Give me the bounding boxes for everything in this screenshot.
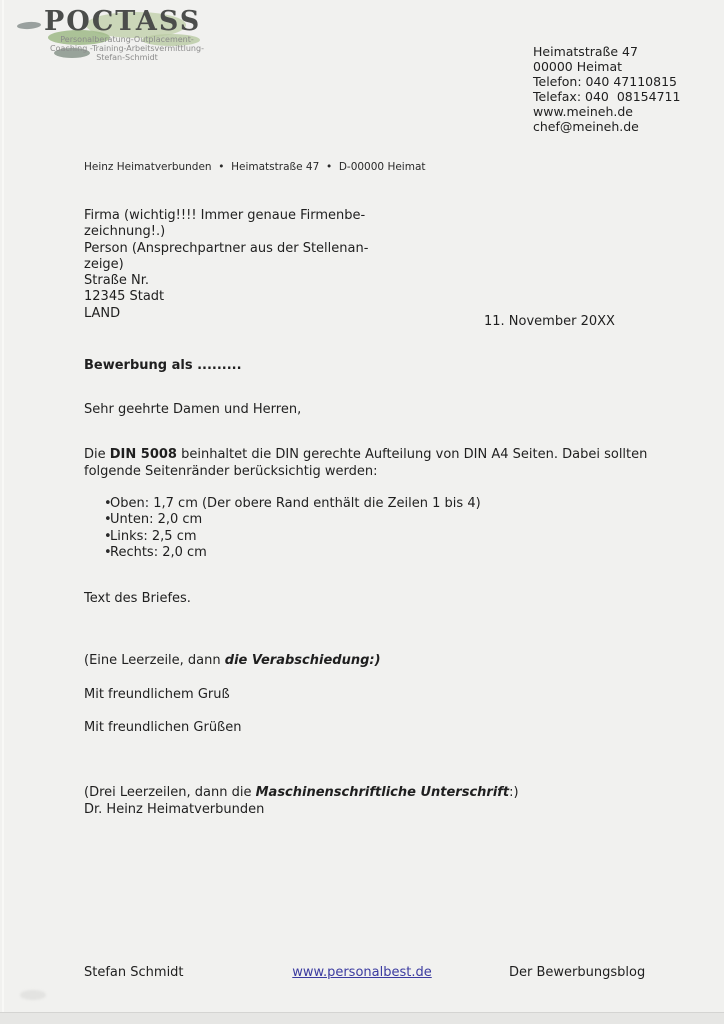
signature-hint	[84, 785, 519, 802]
list-item	[84, 496, 481, 512]
signature-hint-post: :)	[509, 785, 519, 800]
signature-hint-pre: (Drei Leerzeilen, dann die	[84, 785, 256, 800]
footer-website-link[interactable]: www.personalbest.de	[292, 965, 432, 980]
page-left-edge	[2, 0, 4, 1024]
bullet-text: Links: 2,5 cm	[110, 528, 197, 544]
sender-phone: Telefon: 040 47110815	[533, 73, 677, 89]
closing-phrase-2: Mit freundlichen Grüßen	[84, 720, 242, 735]
closing-hint	[84, 653, 381, 668]
footer-author: Stefan Schmidt	[84, 965, 184, 980]
salutation: Sehr geehrte Damen und Herren,	[84, 402, 302, 417]
recipient-line: Person (Ansprechpartner aus der Stellenan-	[84, 240, 369, 256]
closing-phrase-1: Mit freundlichem Gruß	[84, 687, 230, 702]
recipient-line: zeichnung!.)	[84, 224, 166, 240]
bullet-text: Oben: 1,7 cm (Der obere Rand enthält die Zeilen 1 bis 4)	[110, 496, 481, 511]
bullet-icon: •	[104, 512, 112, 528]
sender-contact-block	[533, 45, 680, 134]
page-bottom-edge	[0, 1012, 724, 1024]
list-item	[84, 545, 481, 561]
letter-date: 11. November 20XX	[484, 314, 615, 329]
recipient-block	[84, 208, 368, 322]
bullet-icon: •	[104, 528, 112, 544]
sender-fax: Telefax: 040 08154711	[533, 88, 681, 104]
sender-city: 00000 Heimat	[533, 58, 623, 74]
sender-website: www.meineh.de	[533, 103, 633, 119]
recipient-line: LAND	[84, 305, 121, 321]
logo-subtitle-line: Coaching -Training-Arbeitsvermittlung-	[50, 44, 204, 53]
bullet-text: Rechts: 2,0 cm	[110, 545, 207, 561]
bullet-icon: •	[104, 496, 112, 511]
scan-smudge	[20, 990, 46, 1000]
signature-block	[84, 785, 519, 818]
bullet-icon: •	[104, 545, 112, 561]
sender-email: chef@meineh.de	[533, 118, 639, 134]
intro-bold-din: DIN 5008	[109, 447, 177, 462]
signature-name: Dr. Heinz Heimatverbunden	[84, 801, 265, 817]
list-item	[84, 529, 481, 545]
bullet-text: Unten: 2,0 cm	[110, 512, 203, 528]
footer-blog-name: Der Bewerbungsblog	[509, 965, 646, 980]
list-item	[84, 512, 481, 528]
signature-hint-emphasis: Maschinenschriftliche Unterschrift	[255, 785, 510, 800]
closing-hint-emphasis: die Verabschiedung:)	[224, 653, 381, 668]
closing-hint-pre: (Eine Leerzeile, dann	[84, 653, 225, 668]
logo-subtitle-line: Stefan-Schmidt	[96, 53, 158, 62]
subject-line: Bewerbung als .........	[84, 358, 242, 373]
intro-post: beinhaltet die DIN gerechte Aufteilung von DIN A4 Seiten. Dabei sollten folgende Seitenränder berücksichtig werden:	[84, 447, 648, 479]
return-address-line: Heinz Heimatverbunden • Heimatstraße 47 • D-00000 Heimat	[84, 161, 426, 173]
recipient-line: Straße Nr.	[84, 273, 149, 289]
logo-title: POCTASS	[44, 6, 202, 37]
intro-pre: Die	[84, 447, 110, 462]
intro-paragraph	[84, 447, 698, 480]
recipient-line: 12345 Stadt	[84, 289, 165, 305]
logo-gray-dash-shape	[17, 21, 41, 30]
body-placeholder-text: Text des Briefes.	[84, 591, 191, 606]
recipient-line: zeige)	[84, 256, 124, 272]
logo-subtitle	[32, 35, 222, 62]
logo-subtitle-line: Personalberatung-Outplacement-	[60, 35, 194, 44]
sender-street: Heimatstraße 47	[533, 44, 638, 59]
recipient-line: Firma (wichtig!!!! Immer genaue Firmenbe-	[84, 208, 366, 223]
margins-bullet-list	[84, 496, 481, 562]
company-logo	[14, 6, 224, 64]
